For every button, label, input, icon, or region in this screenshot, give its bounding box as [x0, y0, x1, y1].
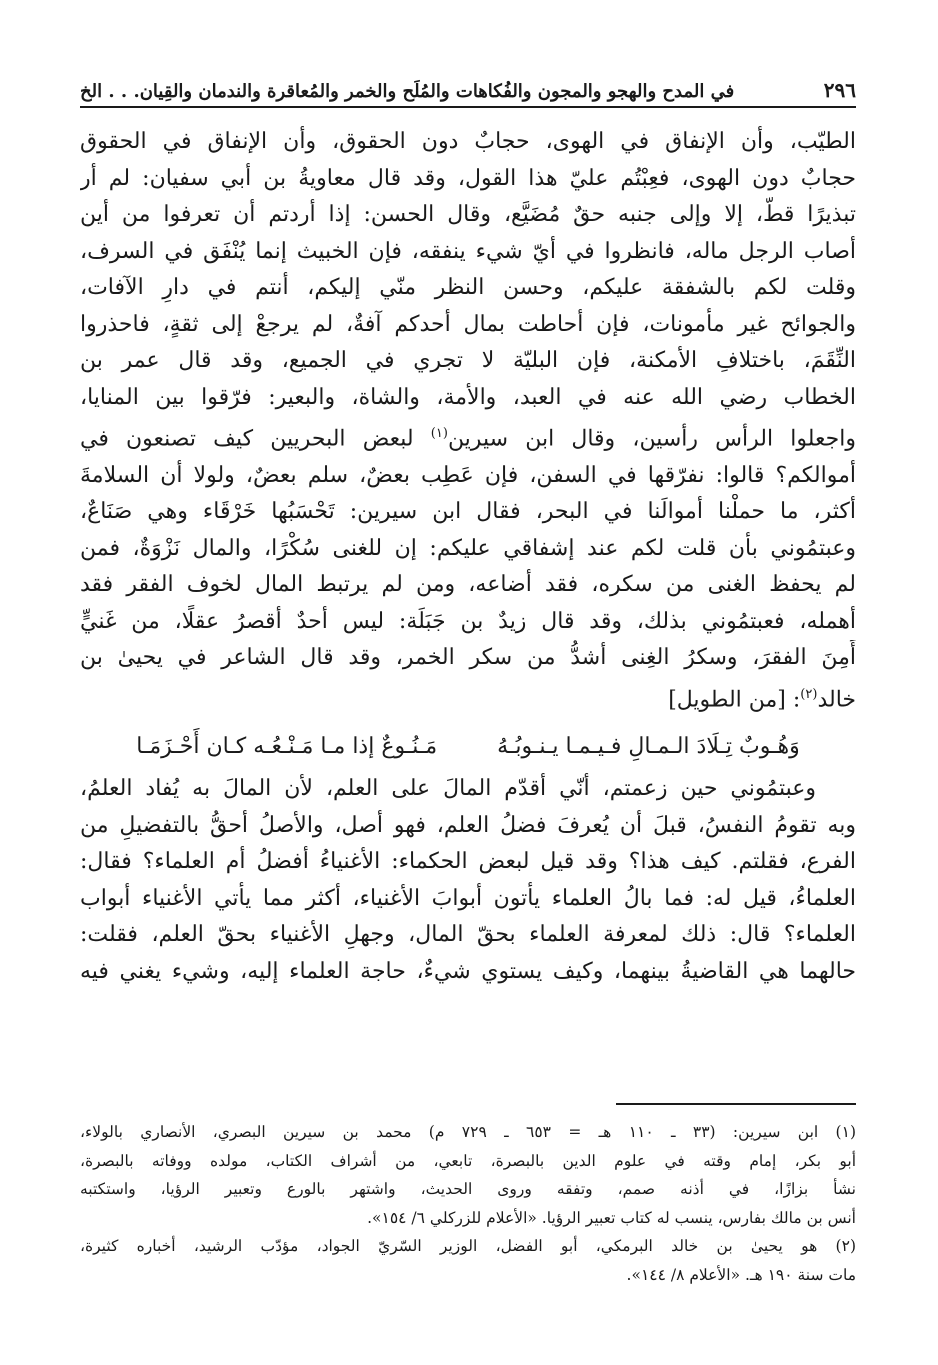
- footnotes: [80, 1118, 856, 1289]
- footnote-2-line: (٢) هو يحيىٰ بن خالد البرمكي، أبو الفضل، الوزير السّريّ الجواد، مؤدّب الرشيد، أخباره كثيرة،: [80, 1237, 856, 1255]
- verse-first-hemistich: وَهُـوبٌ تِـلَادَ الـمـالِ فـيـمـا يـنـوبُـهُ: [497, 733, 800, 759]
- text-line: الفرع، فقلتم. كيف هذا؟ وقد قيل لبعض الحكماء: الأغنياءُ أفضلُ أم العلماء؟ فقال:: [80, 849, 856, 875]
- text-line: أموالكم؟ قالوا: نفرّقها في السفن، فإن عَطِب بعضٌ، سلم بعضٌ، ولولا أن السلامةَ: [80, 462, 856, 488]
- text-line: والجوائح غير مأمونات، فإن أحاطت بمال أحدكم آفةٌ، لم يرجعْ إلى ثقةٍ، فاحذروا: [80, 311, 856, 337]
- text-line: وبه تقومُ النفسُ، قبلَ أن يُعرفَ فضلُ العلم، فهو أصل، والأصلُ أحقُّ بالتفضيلِ من: [80, 812, 856, 838]
- main-text: [80, 124, 856, 990]
- footnote-1-line: أنس بن مالك بفارس، ينسب له كتاب تعبير الرؤيا. «الأعلام للزركلي ٦/ ١٥٤».: [367, 1208, 856, 1227]
- text-fragment: واجعلوا الرأس رأسين، وقال ابن سيرين: [447, 426, 856, 452]
- page-header: [80, 68, 856, 108]
- text-fragment: : [من الطويل]: [668, 687, 801, 713]
- page-number: ٢٩٦: [823, 78, 856, 102]
- footnote-2-line: مات سنة ١٩٠ هـ. «الأعلام ٨/ ١٤٤».: [626, 1265, 856, 1284]
- text-line: الخطاب رضي الله عنه في العبد، والأمة، والشاة، والبعير: فرّقوا بين المنايا،: [80, 384, 856, 410]
- text-line: الطيّب، وأن الإنفاق في الهوى، حجابٌ دون الحقوق، وأن الإنفاق في الحقوق: [80, 129, 856, 154]
- text-line: لم يحفظ الغنى من سكره، فقد أضاعه، ومن لم يرتبط المال لخوف الفقر فقد: [80, 572, 856, 598]
- text-line: وقلت لكم بالشفقة عليكم، وحسن النظر منّي إليكم، أنتم في دارِ الآفات،: [80, 275, 856, 300]
- text-line: أهمله، فعبتمُوني بذلك، وقد قال زيدٌ بن جَبَلَة: ليس أحدٌ أقصرُ عقلًا، من غَنيٍّ: [80, 608, 856, 634]
- text-fragment: خالد: [817, 687, 856, 713]
- poetry-verse: [80, 729, 856, 766]
- footnote-1-line: (١) ابن سيرين: (٣٣ ـ ١١٠ هـ = ٦٥٣ ـ ٧٢٩ م) محمد بن سيرين البصري، الأنصاري بالولاء،: [80, 1123, 856, 1141]
- footnote-1-line: نشأ بزازًا، في أذنه صمم، وتفقه وروى الحديث، واشتهر بالورع وتعبير الرؤيا، واستكتبه: [80, 1180, 856, 1198]
- text-line: أكثر، ما حملْنا أموالَنا في البحر، فقال ابن سيرين: تَحْسَبُها خَرْقَاء وهي صَنَاعٌ،: [80, 499, 856, 525]
- text-line: تبذيرًا قطّ، إلا وإلى جنبه حقٌ مُضَيَّع، وقال الحسن: إذا أردتم أن تعرفوا من أين: [80, 202, 856, 227]
- text-line: أصاب الرجل ماله، فانظروا في أيّ شيء ينفقه، فإن الخبيث إنما يُنْفَق في السرف،: [80, 238, 856, 264]
- text-line: النِّقَمَ، باختلافِ الأمكنة، فإن البليّة لا تجري في الجميع، وقد قال عمر بن: [80, 348, 856, 373]
- running-title: في المدح والهجو والمجون والفُكاهات والمُلَح والخمر والمُعاقرة والندمان والقِيان. . . الخ: [80, 81, 735, 102]
- text-line: وعبتمُوني حين زعمتم، أنّي أقدّم المالَ على العلم، لأن المالَ به يُفاد العلمُ،: [80, 776, 816, 802]
- text-line: حالهما هي القاضيةُ بينهما، وكيف يستوي شيءٌ، حاجة العلماء إليه، وشيء يغني فيه: [80, 958, 856, 984]
- text-line: [80, 677, 856, 719]
- text-line: حجابٌ دون الهوى، فعِبْتُم عليّ هذا القول، وقد قال معاويةُ بن أبي سفيان: لم أر: [80, 165, 856, 191]
- text-line: العلماءُ، قيل له: فما بالُ العلماء يأتون أبوابَ الأغنياء، أكثر مما يأتي الأغنياء أبواب: [80, 885, 856, 911]
- text-line: [80, 416, 856, 458]
- footnote-marker-1[interactable]: (١): [430, 426, 448, 441]
- text-line: أَمِنَ الفقرَ، وسكرُ الغِنى أشدُّ من سكر الخمر، وقد قال الشاعر في يحيىٰ بن: [80, 645, 856, 671]
- text-fragment: لبعض البحريين كيف تصنعون في: [80, 426, 431, 452]
- footnote-1-line: أبو بكر، إمام وقته في علوم الدين بالبصرة، تابعي، من أشراف الكتاب، مولده ووفاته بالبصرة،: [80, 1151, 856, 1170]
- text-line: العلماء؟ قال: ذلك لمعرفة العلماء بحقّ المال، وجهلِ الأغنياء بحقّ العلم، فقلت:: [80, 922, 856, 948]
- footnote-marker-2[interactable]: (٢): [800, 686, 818, 702]
- text-line: وعبتمُوني بأن قلت لكم عند إشفاقي عليكم: إن للغنى سُكْرًا، والمال نَزْوَةٌ، فمن: [80, 535, 856, 561]
- verse-second-hemistich: مَـنُـوعٌ إذا مـا مَـنْـعُـه كـان أَحْـزَمَـا: [136, 733, 438, 759]
- footnote-separator: [616, 1103, 856, 1105]
